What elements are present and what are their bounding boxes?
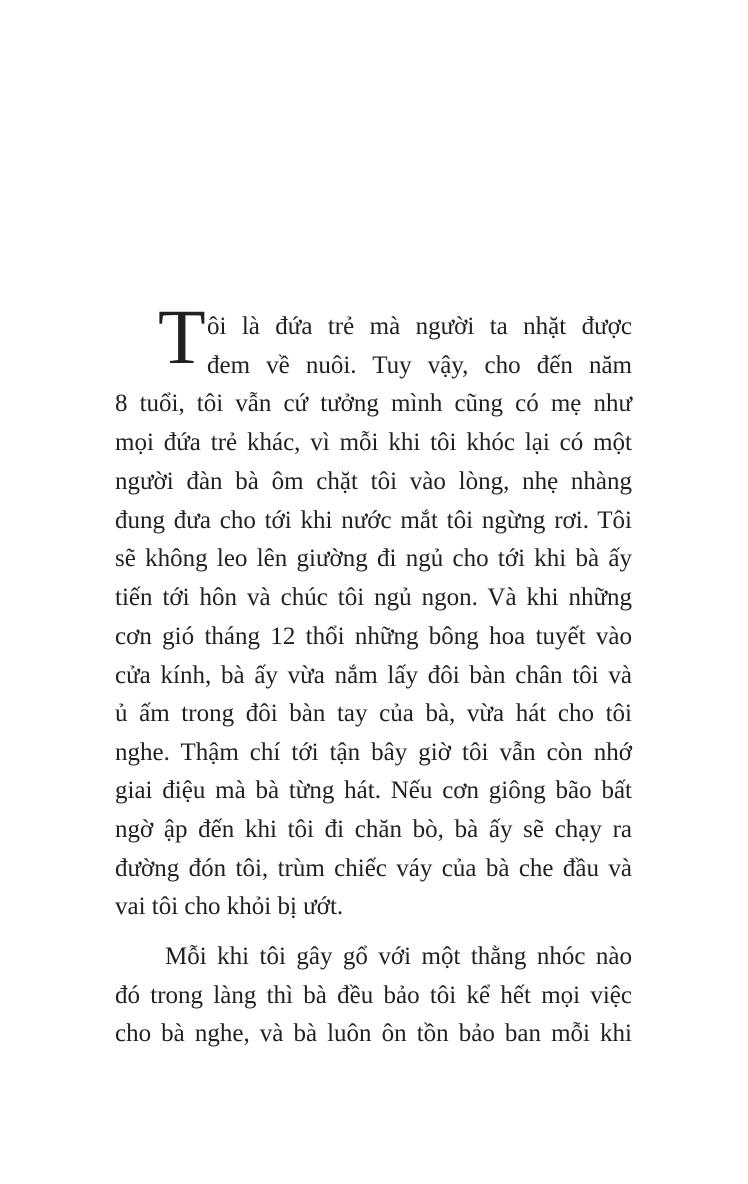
text-line: vai tôi cho khỏi bị ướt.: [115, 893, 344, 920]
text-line: sẽ không leo lên giường đi ngủ cho tới khi bà ấy: [115, 545, 632, 572]
text-line: cơn gió tháng 12 thổi những bông hoa tuyết vào: [115, 623, 632, 650]
text-line: 8 tuổi, tôi vẫn cứ tưởng mình cũng có mẹ như: [115, 390, 632, 417]
text-line: người đàn bà ôm chặt tôi vào lòng, nhẹ nhàng: [115, 468, 632, 495]
text-line: đung đưa cho tới khi nước mắt tôi ngừng rơi. Tôi: [115, 507, 632, 534]
text-line: đó trong làng thì bà đều bảo tôi kể hết mọi việc: [115, 982, 632, 1009]
text-line: nghe. Thậm chí tới tận bây giờ tôi vẫn còn nhớ: [115, 739, 632, 766]
text-line: cửa kính, bà ấy vừa nắm lấy đôi bàn chân tôi và: [115, 662, 632, 689]
text-line: ngờ ập đến khi tôi đi chăn bò, bà ấy sẽ chạy ra: [115, 816, 632, 843]
text-line: đem về nuôi. Tuy vậy, cho đến năm: [207, 352, 632, 379]
text-line: tiến tới hôn và chúc tôi ngủ ngon. Và khi những: [115, 584, 632, 611]
text-line: ủ ấm trong đôi bàn tay của bà, vừa hát cho tôi: [115, 700, 632, 727]
text-line: giai điệu mà bà từng hát. Nếu cơn giông bão bất: [115, 777, 632, 804]
text-line: đường đón tôi, trùm chiếc váy của bà che đầu và: [115, 855, 632, 882]
text-line: Mỗi khi tôi gây gổ với một thằng nhóc nào: [165, 943, 632, 970]
drop-cap: T: [158, 293, 206, 380]
text-line: cho bà nghe, và bà luôn ôn tồn bảo ban mỗi khi: [115, 1020, 632, 1047]
text-line: mọi đứa trẻ khác, vì mỗi khi tôi khóc lại có một: [115, 429, 632, 456]
text-line: ôi là đứa trẻ mà người ta nhặt được: [207, 313, 632, 340]
